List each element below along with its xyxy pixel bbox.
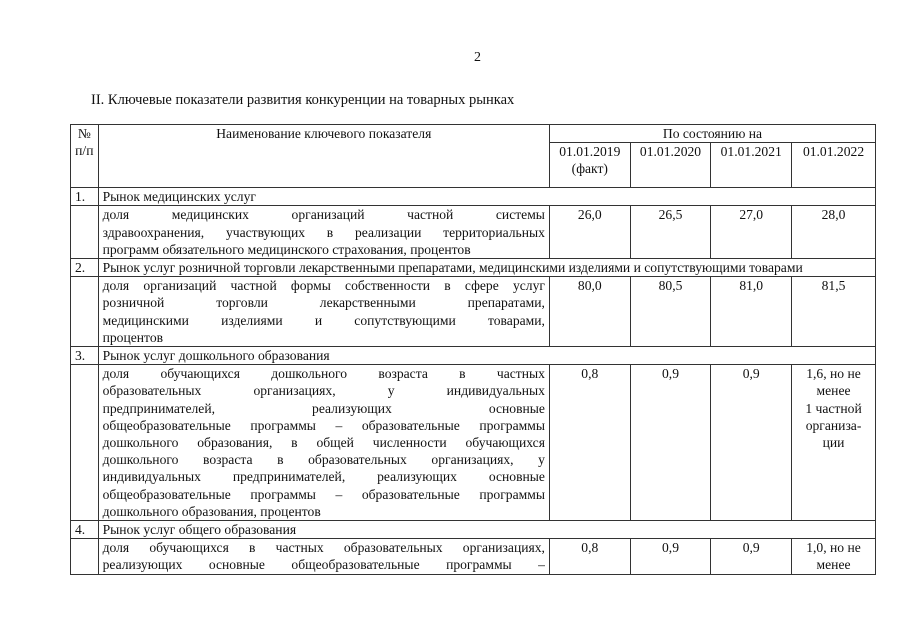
row-number-empty bbox=[71, 365, 99, 521]
value-2022 bbox=[792, 365, 876, 521]
indicator-line: общеобразовательные программы – образовательные программы bbox=[102, 486, 545, 502]
value-2020: 80,5 bbox=[630, 277, 711, 347]
indicator-name bbox=[98, 365, 549, 521]
header-num-line2: п/п bbox=[75, 143, 94, 159]
indicator-line: образовательных организациях, у индивидуальных bbox=[102, 383, 545, 399]
row-number: 3. bbox=[71, 347, 99, 365]
indicator-line: здравоохранения, участвующих в реализации территориальных bbox=[102, 224, 545, 240]
market-row bbox=[71, 521, 876, 539]
value-line: ции bbox=[822, 435, 845, 451]
value-2019: 26,0 bbox=[549, 206, 630, 259]
row-number-empty bbox=[71, 206, 99, 259]
market-name: Рынок медицинских услуг bbox=[98, 188, 875, 206]
value-2019: 80,0 bbox=[549, 277, 630, 347]
row-number-empty bbox=[71, 539, 99, 574]
value-2021: 81,0 bbox=[711, 277, 792, 347]
market-row bbox=[71, 259, 876, 277]
header-name: Наименование ключевого показателя bbox=[98, 125, 549, 188]
market-name: Рынок услуг дошкольного образования bbox=[98, 347, 875, 365]
header-group: По состоянию на bbox=[549, 125, 875, 143]
indicator-name bbox=[98, 277, 549, 347]
value-2019: 0,8 bbox=[549, 365, 630, 521]
header-date-line: 01.01.2019 bbox=[559, 144, 621, 160]
indicator-line: программ обязательного медицинского страхования, процентов bbox=[102, 241, 471, 257]
indicator-line: общеобразовательные программы – образовательные программы bbox=[102, 417, 545, 433]
page-number: 2 bbox=[474, 50, 481, 65]
value-2022 bbox=[792, 539, 876, 574]
key-indicators-table bbox=[70, 124, 876, 575]
indicator-line: доля медицинских организаций частной системы bbox=[102, 207, 545, 223]
market-name: Рынок услуг общего образования bbox=[98, 521, 875, 539]
indicator-line: реализующих основные общеобразовательные программы – bbox=[102, 557, 545, 573]
indicator-row bbox=[71, 206, 876, 259]
indicator-line: медицинскими изделиями и сопутствующими товарами, bbox=[102, 312, 545, 328]
indicator-row bbox=[71, 539, 876, 574]
value-line: 1 частной bbox=[805, 400, 862, 416]
indicator-row bbox=[71, 365, 876, 521]
header-date-2019 bbox=[549, 143, 630, 188]
header-num-line1: № bbox=[77, 126, 91, 141]
row-number: 2. bbox=[71, 259, 99, 277]
row-number-empty bbox=[71, 277, 99, 347]
value-2019: 0,8 bbox=[549, 539, 630, 574]
indicator-line: дошкольного образования, процентов bbox=[102, 503, 321, 519]
indicator-line: розничной торговли лекарственными препаратами, bbox=[102, 295, 545, 311]
market-name: Рынок услуг розничной торговли лекарственными препаратами, медицинскими изделиями и сопутствующими товарами bbox=[98, 259, 875, 277]
header-date-2022: 01.01.2022 bbox=[792, 143, 876, 188]
value-line: организа- bbox=[805, 417, 862, 433]
indicator-name bbox=[98, 206, 549, 259]
market-row bbox=[71, 188, 876, 206]
value-2020: 0,9 bbox=[630, 365, 711, 521]
value-line: 1,0, но не bbox=[806, 540, 861, 556]
header-date-2020: 01.01.2020 bbox=[630, 143, 711, 188]
indicator-line: дошкольного возраста в образовательных организациях, у bbox=[102, 452, 545, 468]
row-number: 4. bbox=[71, 521, 99, 539]
value-2021: 0,9 bbox=[711, 539, 792, 574]
header-date-note: (факт) bbox=[571, 161, 608, 177]
value-2020: 26,5 bbox=[630, 206, 711, 259]
indicator-name bbox=[98, 539, 549, 574]
indicator-line: доля обучающихся в частных образовательных организациях, bbox=[102, 540, 545, 556]
header-num bbox=[71, 125, 99, 188]
section-title: II. Ключевые показатели развития конкуренции на товарных рынках bbox=[91, 92, 515, 108]
value-line: 1,6, но не bbox=[806, 366, 861, 382]
indicator-line: индивидуальных предпринимателей, реализующих основные bbox=[102, 469, 545, 485]
header-row-top bbox=[71, 125, 876, 143]
indicator-line: предпринимателей, реализующих основные bbox=[102, 400, 545, 416]
row-number: 1. bbox=[71, 188, 99, 206]
indicator-row bbox=[71, 277, 876, 347]
value-2022: 28,0 bbox=[792, 206, 876, 259]
indicator-line: дошкольного образования, в общей численности обучающихся bbox=[102, 435, 545, 451]
indicator-line: процентов bbox=[102, 329, 164, 345]
indicator-line: доля организаций частной формы собственности в сфере услуг bbox=[102, 278, 545, 294]
value-2020: 0,9 bbox=[630, 539, 711, 574]
indicator-line: доля обучающихся дошкольного возраста в частных bbox=[102, 366, 545, 382]
value-line: менее bbox=[816, 557, 851, 573]
value-2021: 0,9 bbox=[711, 365, 792, 521]
value-2021: 27,0 bbox=[711, 206, 792, 259]
market-row bbox=[71, 347, 876, 365]
header-date-2021: 01.01.2021 bbox=[711, 143, 792, 188]
value-2022: 81,5 bbox=[792, 277, 876, 347]
value-line: менее bbox=[816, 383, 851, 399]
